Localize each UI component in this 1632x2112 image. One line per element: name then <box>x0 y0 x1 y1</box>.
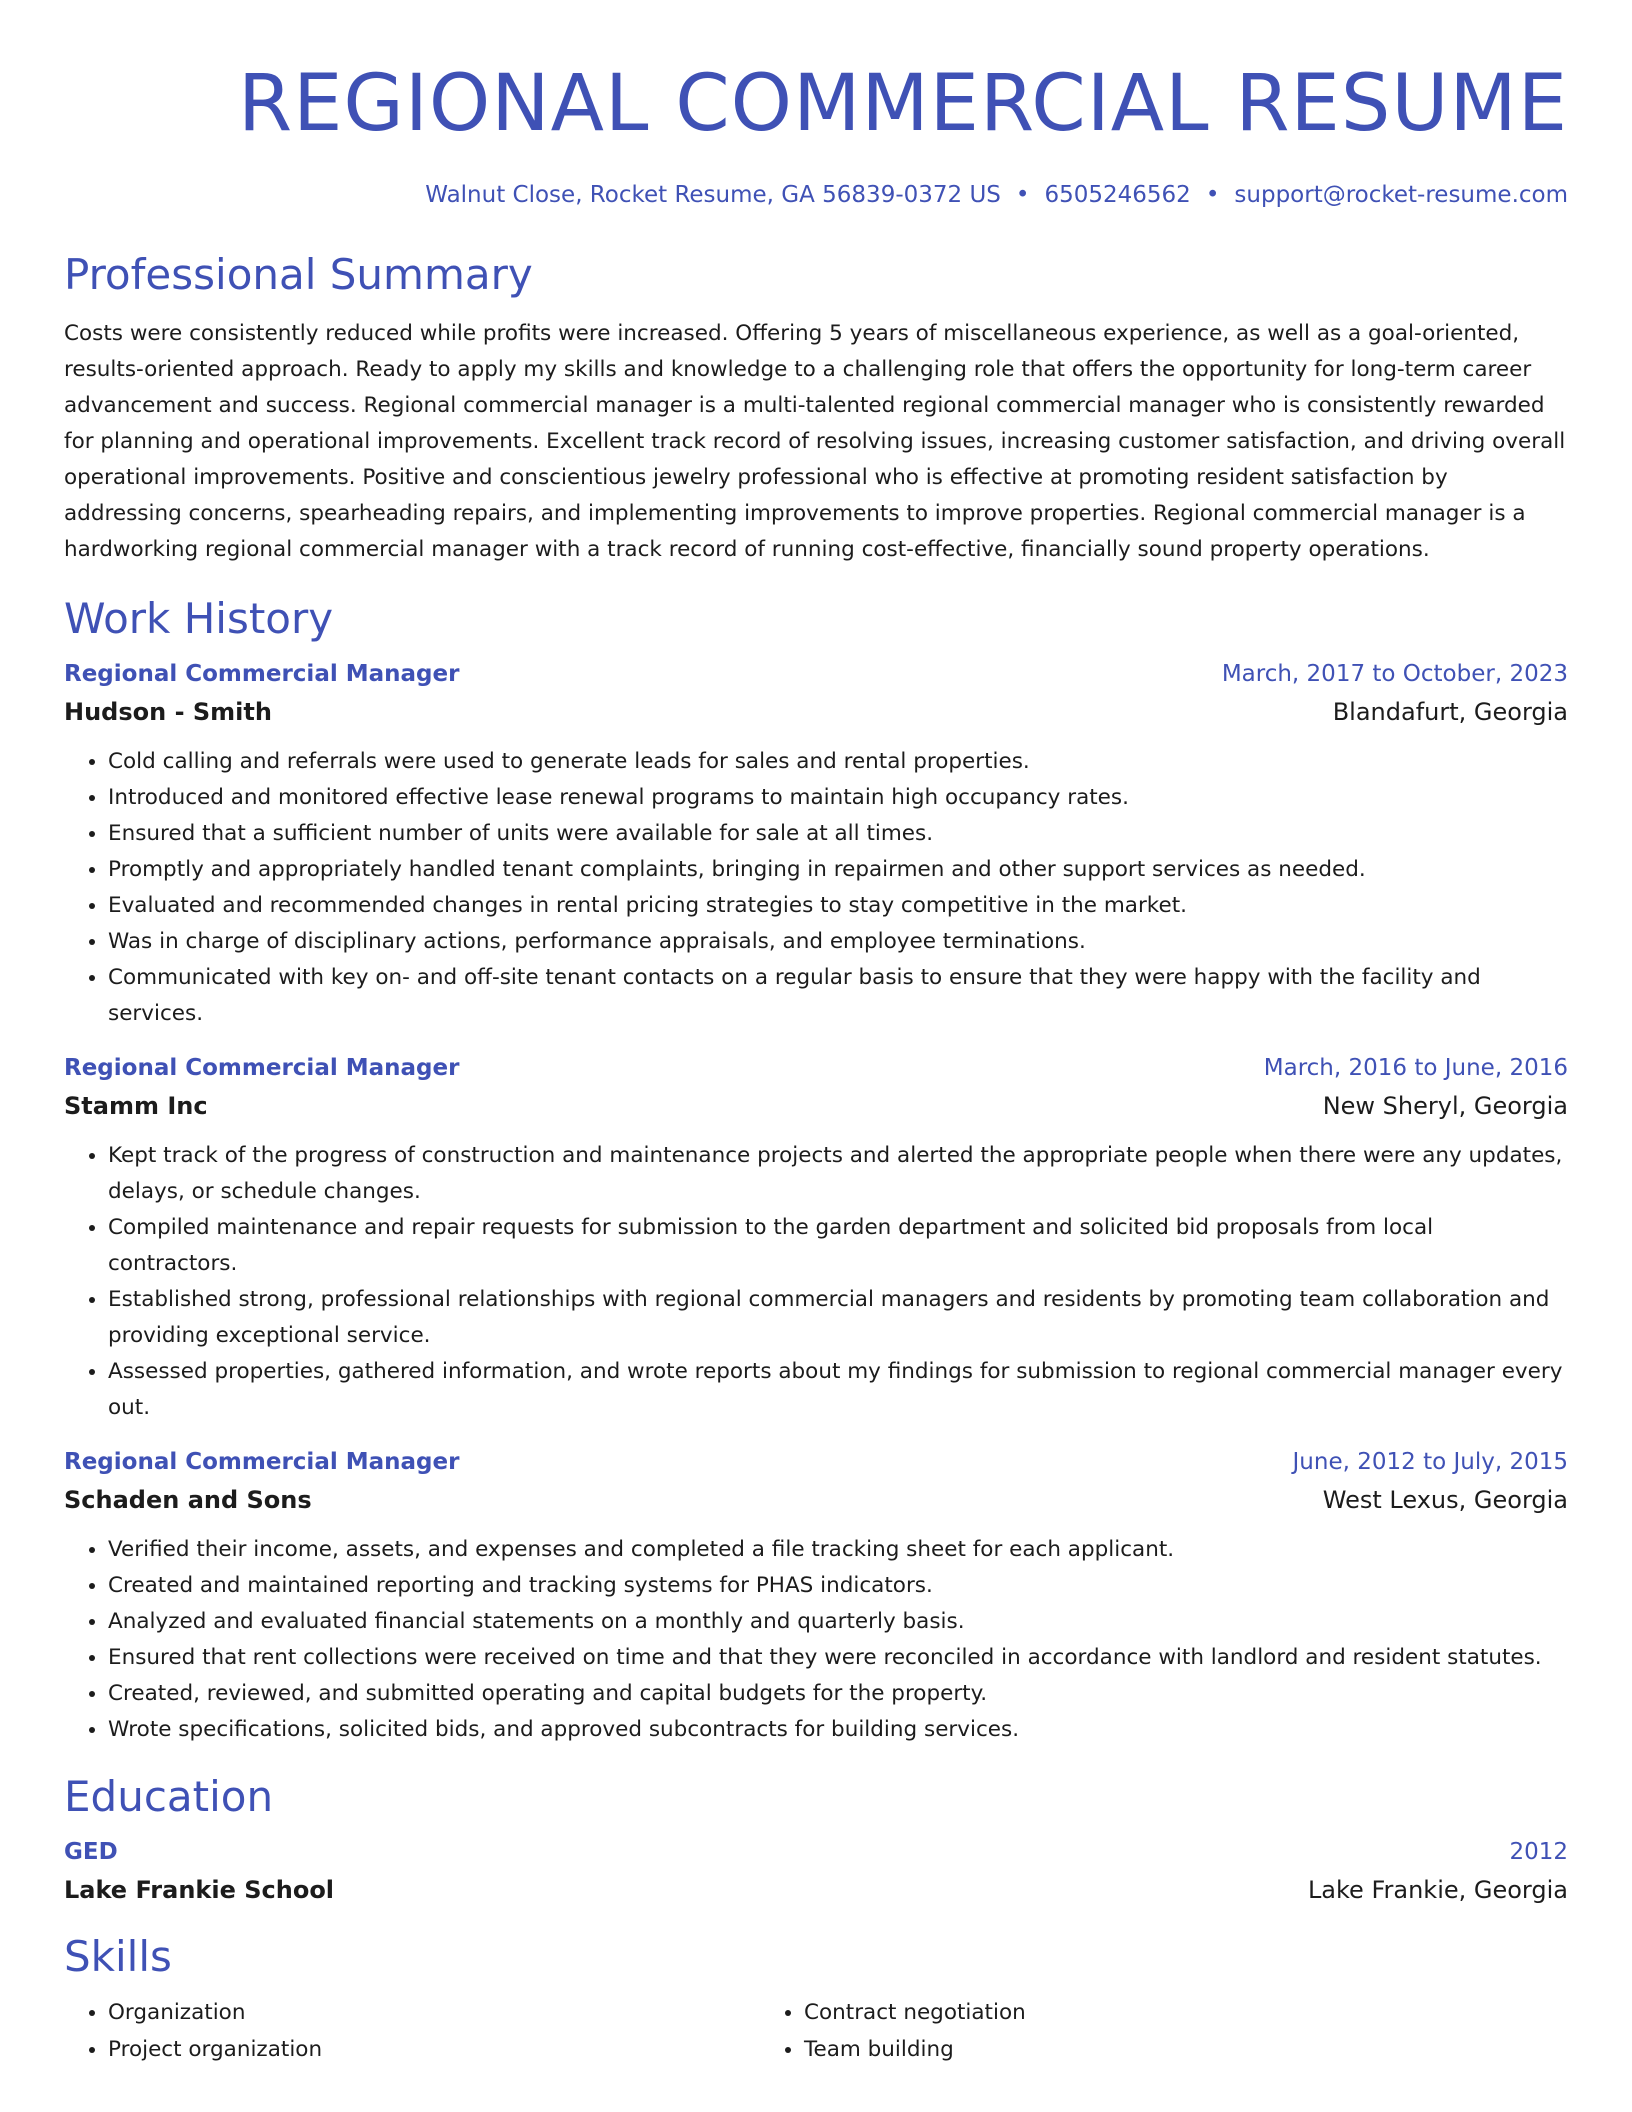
skill-item: • Project organization <box>108 2031 760 2068</box>
job-company-row <box>64 1086 1568 1126</box>
list-item: • Kept track of the progress of construction and maintenance projects and alerted the appropriate people when there were any updates, delays, or schedule changes. <box>108 1138 1568 1210</box>
list-item: • Assessed properties, gathered information, and wrote reports about my findings for submission to regional commercial manager every out. <box>108 1354 1568 1426</box>
education-heading: Education <box>64 1772 274 1821</box>
job-company-row <box>64 1480 1568 1520</box>
skills-column-left <box>64 1994 760 2068</box>
resume-title: REGIONAL COMMERCIAL RESUME <box>237 59 1568 149</box>
contact-line <box>64 180 1568 210</box>
list-item: • Promptly and appropriately handled tenant complaints, bringing in repairmen and other support services as needed. <box>108 852 1568 888</box>
education-location: Lake Frankie, Georgia <box>1307 1876 1568 1904</box>
job-title: Regional Commercial Manager <box>64 1055 460 1081</box>
job-entry <box>64 656 1568 1032</box>
job-company: Stamm Inc <box>64 1092 208 1120</box>
skill-item: • Organization <box>108 1994 760 2031</box>
education-school-row <box>64 1870 1568 1910</box>
skills-column-right <box>760 1994 1456 2068</box>
skills-list <box>64 1994 1568 2068</box>
list-item: • Analyzed and evaluated financial statements on a monthly and quarterly basis. <box>108 1604 1568 1640</box>
job-title: Regional Commercial Manager <box>64 1449 460 1475</box>
list-item: • Cold calling and referrals were used to generate leads for sales and rental properties. <box>108 744 1568 780</box>
job-dates: June, 2012 to July, 2015 <box>1292 1449 1568 1475</box>
list-item: • Compiled maintenance and repair requests for submission to the garden department and solicited bid proposals from local contractors. <box>108 1210 1568 1282</box>
list-item: • Established strong, professional relationships with regional commercial managers and residents by promoting team collaboration and providing exceptional service. <box>108 1282 1568 1354</box>
job-company: Schaden and Sons <box>64 1486 312 1514</box>
contact-email: support@rocket-resume.com <box>1234 182 1568 208</box>
list-item: • Was in charge of disciplinary actions, performance appraisals, and employee terminations. <box>108 924 1568 960</box>
list-item: • Created and maintained reporting and tracking systems for PHAS indicators. <box>108 1568 1568 1604</box>
list-item: • Created, reviewed, and submitted operating and capital budgets for the property. <box>108 1676 1568 1712</box>
education-school: Lake Frankie School <box>64 1876 335 1904</box>
job-title-row <box>64 1444 1568 1480</box>
job-entry <box>64 1444 1568 1748</box>
job-location: Blandafurt, Georgia <box>1332 698 1568 726</box>
skill-item: • Team building <box>804 2031 1456 2068</box>
list-item: • Introduced and monitored effective lease renewal programs to maintain high occupancy rates. <box>108 780 1568 816</box>
job-title: Regional Commercial Manager <box>64 661 460 687</box>
education-entry <box>64 1834 1568 1910</box>
summary-heading: Professional Summary <box>64 250 533 299</box>
job-location: West Lexus, Georgia <box>1322 1486 1568 1514</box>
job-company: Hudson - Smith <box>64 698 272 726</box>
education-year: 2012 <box>1509 1839 1568 1865</box>
job-location: New Sheryl, Georgia <box>1322 1092 1568 1120</box>
list-item: • Evaluated and recommended changes in rental pricing strategies to stay competitive in the market. <box>108 888 1568 924</box>
contact-address: Walnut Close, Rocket Resume, GA 56839-0372 US <box>425 182 1001 208</box>
list-item: • Verified their income, assets, and expenses and completed a file tracking sheet for each applicant. <box>108 1532 1568 1568</box>
job-entry <box>64 1050 1568 1426</box>
education-degree: GED <box>64 1839 118 1865</box>
list-item: • Communicated with key on- and off-site tenant contacts on a regular basis to ensure that they were happy with the facility and services. <box>108 960 1568 1032</box>
job-dates: March, 2017 to October, 2023 <box>1221 661 1568 687</box>
skill-item: • Contract negotiation <box>804 1994 1456 2031</box>
summary-text: Costs were consistently reduced while profits were increased. Offering 5 years of miscellaneous experience, as well as a goal-oriented, results-oriented approach. Ready to apply my skills and knowledge to a challenging role that offers the opportunity for long-term career advancement and success. Regional commercial manager is a multi-talented regional commercial manager who is consistently rewarded for planning and operational improvements. Excellent track record of resolving issues, increasing customer satisfaction, and driving overall operational improvements. Positive and conscientious jewelry professional who is effective at promoting resident satisfaction by addressing concerns, spearheading repairs, and implementing improvements to improve properties. Regional commercial manager is a hardworking regional commercial manager with a track record of running cost-effective, financially sound property operations. <box>64 321 1566 562</box>
contact-separator: • <box>1015 182 1030 208</box>
job-bullets <box>64 744 1568 1032</box>
job-bullets <box>64 1532 1568 1748</box>
contact-phone: 6505246562 <box>1044 182 1191 208</box>
list-item: • Ensured that a sufficient number of units were available for sale at all times. <box>108 816 1568 852</box>
job-dates: March, 2016 to June, 2016 <box>1263 1055 1568 1081</box>
list-item: • Ensured that rent collections were received on time and that they were reconciled in accordance with landlord and resident statutes. <box>108 1640 1568 1676</box>
job-title-row <box>64 656 1568 692</box>
contact-separator: • <box>1205 182 1220 208</box>
education-degree-row <box>64 1834 1568 1870</box>
work-history-heading: Work History <box>64 594 334 643</box>
resume-header <box>64 58 1568 210</box>
job-company-row <box>64 692 1568 732</box>
job-bullets <box>64 1138 1568 1426</box>
job-title-row <box>64 1050 1568 1086</box>
list-item: • Wrote specifications, solicited bids, and approved subcontracts for building services. <box>108 1712 1568 1748</box>
skills-heading: Skills <box>64 1932 172 1981</box>
